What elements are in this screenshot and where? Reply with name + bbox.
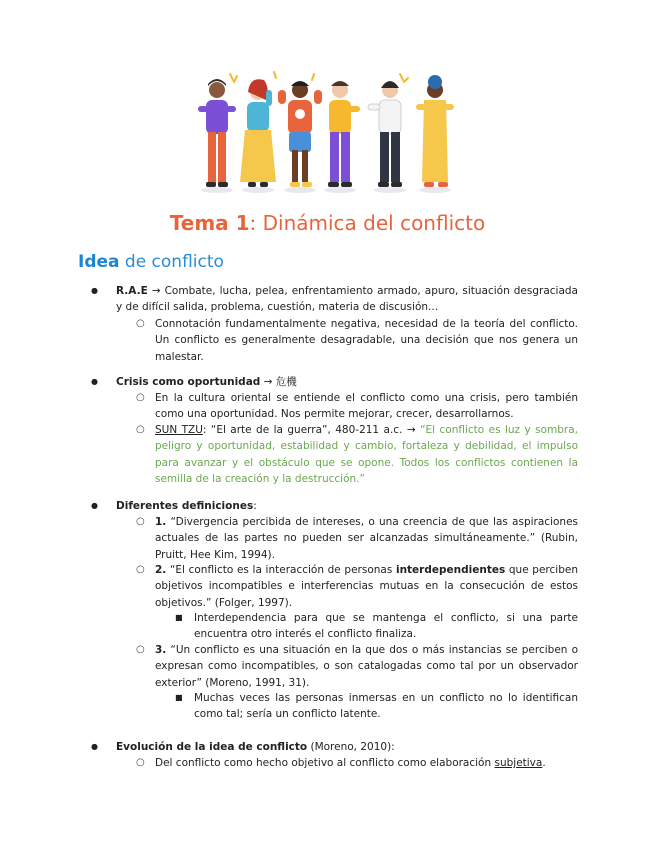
list-item-evolucion: ● Evolución de la idea de conflicto (Moreno, 2010):	[116, 739, 578, 755]
list-item-sun-tzu: ○ SUN TZU: “El arte de la guerra”, 480-211 a.c. → “El conflicto es luz y sombra, peligro y oportunidad, estabilidad y cambio, fortaleza y debilidad, el impulso para avanzar y el obstáculo que se opone. Todos los conflictos contienen la semilla de la creación y la destrucción.”	[155, 422, 578, 487]
list-item-rae: ● R.A.E → Combate, lucha, pelea, enfrentamiento armado, apuro, situación desgraciada y de difícil salida, problema, cuestión, materia de discusión...	[116, 283, 578, 316]
list-item-definition-2: ○ 2. “El conflicto es la interacción de personas interdependientes que perciben objetivos incompatibles e interferencias mutuas en la consecución de estos objetivos.” (Folger, 1997).	[155, 562, 578, 611]
list-item-definition-3: ○ 3. “Un conflicto es una situación en la que dos o más instancias se perciben o expresan como incompatibles, o son catalogadas como tal por un observador exterior” (Moreno, 1991, 31).	[155, 642, 578, 691]
list-item-conflicto-latente: ■ Muchas veces las personas inmersas en un conflicto no lo identifican como tal; sería un conflicto latente.	[194, 690, 578, 723]
list-item-crisis: ● Crisis como oportunidad → 危機	[116, 374, 578, 390]
section-heading: Idea de conflicto	[78, 252, 224, 272]
list-item-definitions: ● Diferentes definiciones:	[116, 498, 578, 514]
page-title: Tema 1: Dinámica del conflicto	[169, 211, 486, 235]
list-item-definition-1: ○ 1. “Divergencia percibida de intereses, o una creencia de que las aspiraciones actuales de las partes no pueden ser alcanzadas simultáneamente.” (Rubin, Pruitt, Hee Kim, 1994).	[155, 514, 578, 563]
list-item-rae-connotation: ○ Connotación fundamentalmente negativa, necesidad de la teoría del conflicto. Un conflicto es generalmente desagradable, una decisión que nos genera un malestar.	[155, 316, 578, 365]
list-item-evolucion-subjetiva: ○ Del conflicto como hecho objetivo al conflicto como elaboración subjetiva.	[155, 755, 578, 771]
list-item-interdependencia: ■ Interdependencia para que se mantenga el conflicto, si una parte encuentra otro interés el conflicto finaliza.	[194, 610, 578, 643]
list-item-crisis-oriental: ○ En la cultura oriental se entiende el conflicto como una crisis, pero también como una oportunidad. Nos permite mejorar, crecer, desarrollarnos.	[155, 390, 578, 423]
